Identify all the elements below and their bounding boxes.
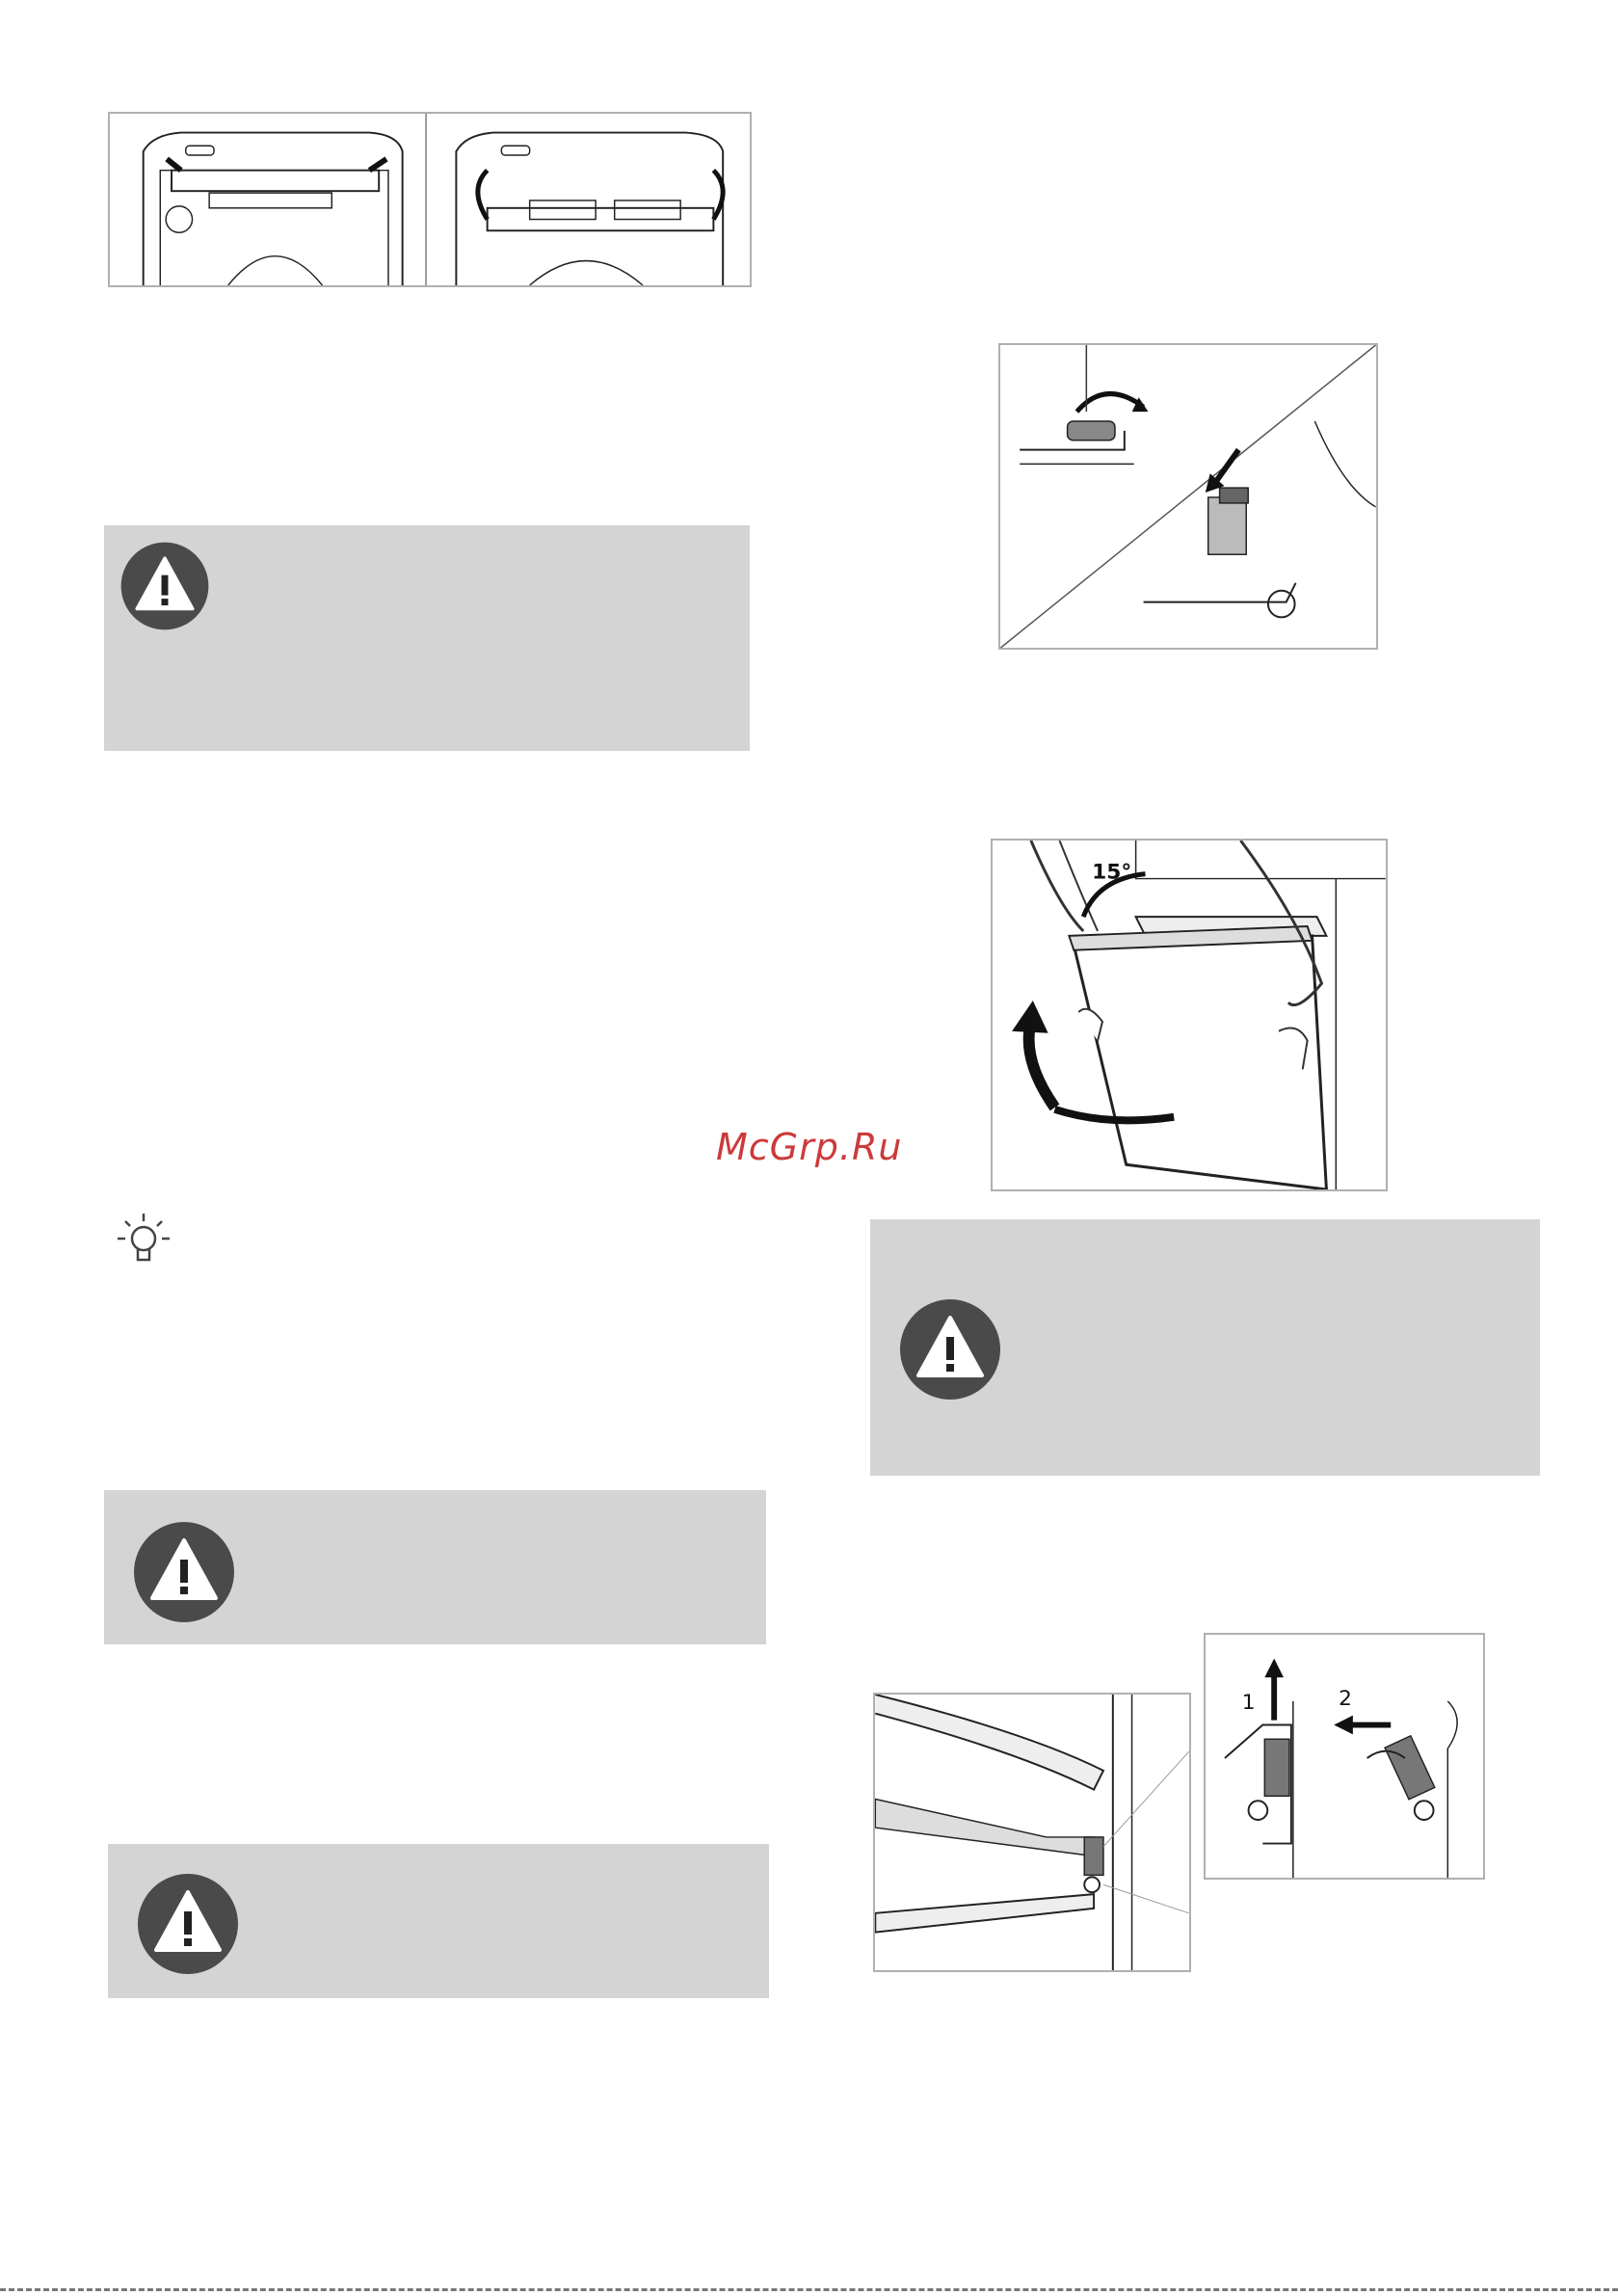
- warning-triangle-icon: [131, 1519, 237, 1625]
- step-2-label: 2: [1339, 1686, 1352, 1711]
- warning-triangle-icon: [897, 1296, 1003, 1402]
- warning-triangle-icon: [119, 540, 211, 632]
- warning-box: [870, 1219, 1540, 1476]
- figure-rail-removal: [108, 112, 752, 287]
- figure-hinge-lever: [998, 343, 1378, 650]
- warning-triangle-icon: [135, 1871, 241, 1977]
- warning-box: [104, 1490, 766, 1644]
- step-1-label: 1: [1241, 1690, 1256, 1715]
- figure-hinge-detail: [873, 1693, 1191, 1972]
- warning-box: [108, 1844, 769, 1998]
- rail-removal-drawing: [110, 114, 750, 285]
- angle-label: 15°: [1092, 860, 1132, 885]
- figure-hinge-steps: [1204, 1633, 1485, 1880]
- warning-box: [104, 525, 750, 751]
- figure-door-lift: [991, 839, 1388, 1191]
- door-lift-drawing: [993, 841, 1386, 1189]
- page-bottom-rule: [0, 2288, 1618, 2291]
- lightbulb-icon: [114, 1210, 173, 1277]
- hinge-lever-drawing: [1000, 345, 1376, 648]
- watermark: McGrp.Ru: [716, 1126, 903, 1168]
- hinge-detail-drawing: [875, 1695, 1189, 1970]
- hinge-steps-drawing: [1206, 1635, 1483, 1878]
